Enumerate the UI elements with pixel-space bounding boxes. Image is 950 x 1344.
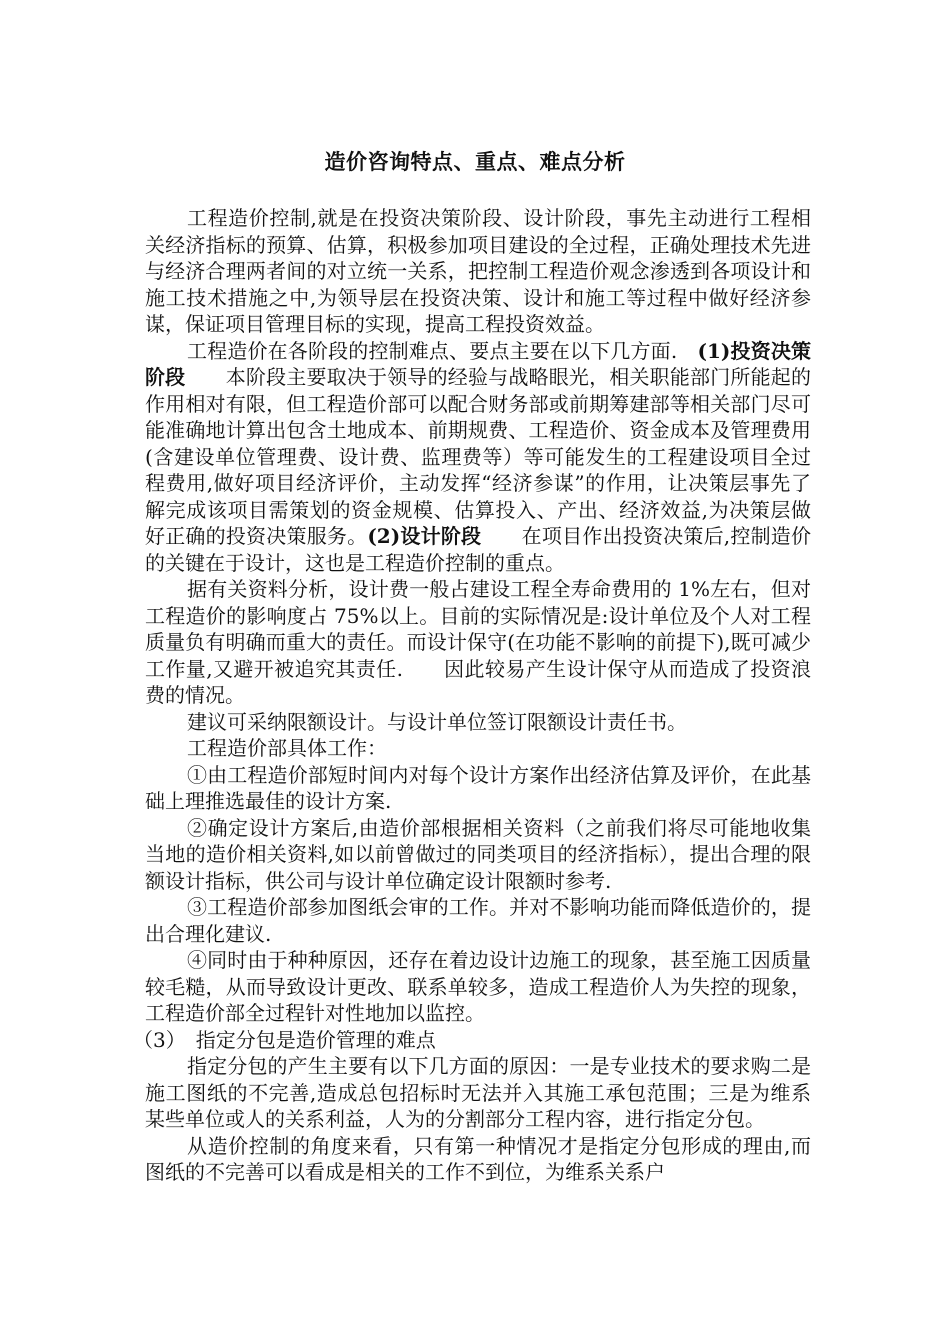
paragraph-control-stages bbox=[145, 338, 811, 577]
paragraph-text: 工程造价在各阶段的控制难点、要点主要在以下几方面. bbox=[187, 338, 698, 363]
paragraph: 指定分包的产生主要有以下几方面的原因：一是专业技术的要求购二是施工图纸的不完善,造成总包招标时无法并入其施工承包范围；三是为维系某些单位或人的关系利益，人为的分割部分工程内容，进行指定分包。 bbox=[145, 1054, 811, 1131]
list-item: ④同时由于种种原因，还存在着边设计边施工的现象，甚至施工因质量较毛糙，从而导致设计更改、联系单较多，造成工程造价人为失控的现象，工程造价部全过程针对性地加以监控。 bbox=[145, 948, 811, 1025]
document-title: 造价咨询特点、重点、难点分析 bbox=[324, 149, 626, 174]
paragraph: 工程造价控制,就是在投资决策阶段、设计阶段，事先主动进行工程相关经济指标的预算、估算，积极参加项目建设的全过程，正确处理技术先进与经济合理两者间的对立统一关系，把控制工程造价观念渗透到各项设计和施工技术措施之中,为领导层在投资决策、设计和施工等过程中做好经济参谋，保证项目管理目标的实现，提高工程投资效益。 bbox=[145, 206, 811, 336]
section-heading-investment: (1)投资决策阶段 bbox=[145, 338, 811, 389]
list-item: ①由工程造价部短时间内对每个设计方案作出经济估算及评价，在此基础上理推选最佳的设计方案. bbox=[145, 762, 811, 813]
section-heading-subcontract: （3） 指定分包是造价管理的难点 bbox=[133, 1027, 436, 1052]
paragraph-text: 本阶段主要取决于领导的经验与战略眼光，相关职能部门所能起的作用相对有限，但工程造价部可以配合财务部或前期筹建部等相关部门尽可能准确地计算出包含土地成本、前期规费、工程造价、资金成本及管理费用(含建设单位管理费、设计费、监理费等）等可能发生的工程建设项目全过程费用,做好项目经济评价，主动发挥“经济参谋”的作用，让决策层事先了解完成该项目需策划的资金规模、估算投入、产出、经济效益,为决策层做好正确的投资决策服务。 bbox=[145, 365, 811, 548]
paragraph: 据有关资料分析，设计费一般占建设工程全寿命费用的 1%左右，但对工程造价的影响度占 75%以上。目前的实际情况是:设计单位及个人对工程质量负有明确而重大的责任。而设计保守(在功能不影响的前提下),既可减少工作量,又避开被追究其责任. 因此较易产生设计保守从而造成了投资浪费的情况。 bbox=[145, 577, 811, 707]
paragraph: 工程造价部具体工作： bbox=[187, 736, 387, 760]
paragraph: 建议可采纳限额设计。与设计单位签订限额设计责任书。 bbox=[187, 709, 687, 734]
paragraph-text: 在项目作出投资决策后,控制造价的关键在于设计，这也是工程造价控制的重点。 bbox=[145, 524, 812, 575]
document-body bbox=[133, 205, 812, 1186]
paragraph: 从造价控制的角度来看，只有第一种情况才是指定分包形成的理由,而图纸的不完善可以看成是相关的工作不到位，为维系关系户 bbox=[145, 1133, 811, 1184]
section-heading-design: (2)设计阶段 bbox=[367, 524, 482, 548]
list-item: ③工程造价部参加图纸会审的工作。并对不影响功能而降低造价的，提出合理化建议. bbox=[145, 895, 811, 946]
list-item: ②确定设计方案后,由造价部根据相关资料（之前我们将尽可能地收集当地的造价相关资料,如以前曾做过的同类项目的经济指标），提出合理的限额设计指标，供公司与设计单位确定设计限额时参考. bbox=[145, 815, 811, 893]
